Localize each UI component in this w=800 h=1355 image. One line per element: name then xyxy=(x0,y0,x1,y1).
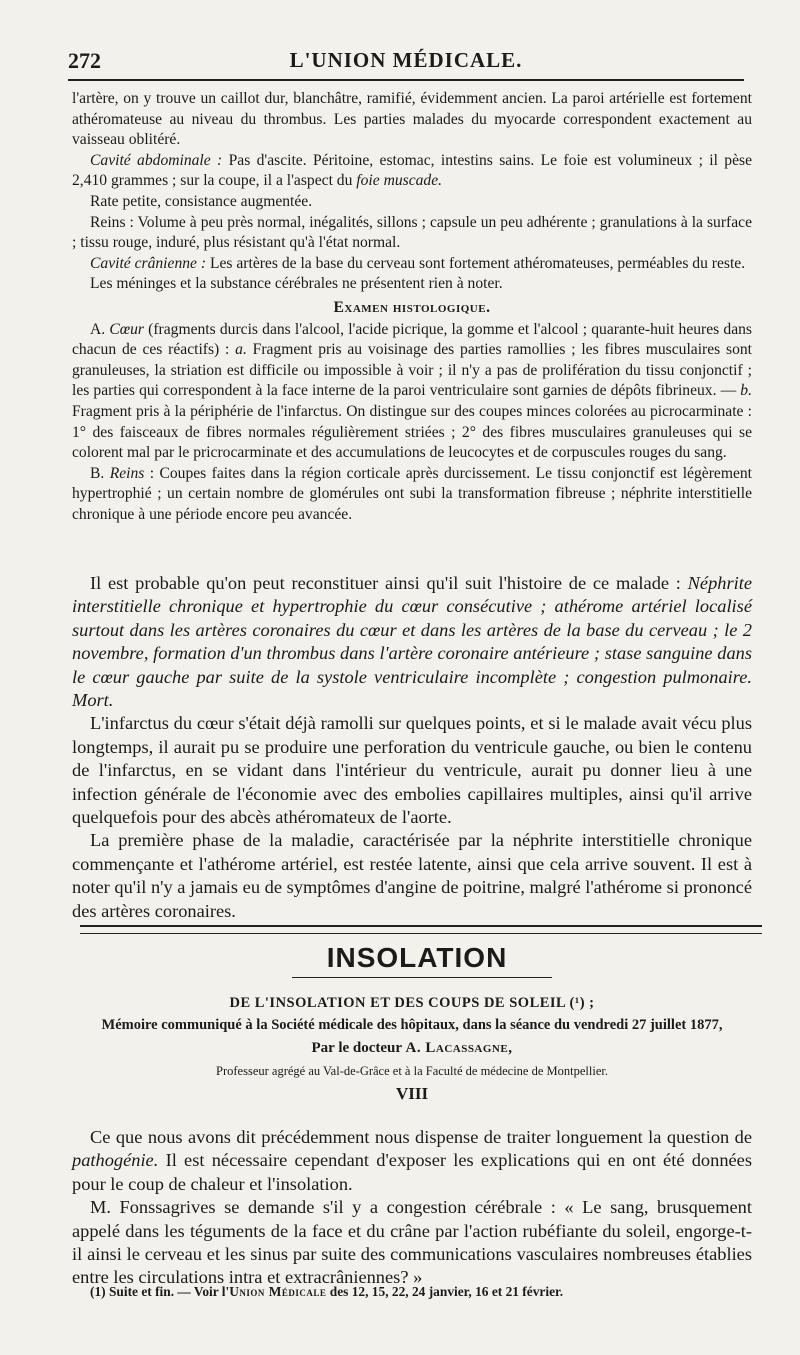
journal-title: L'UNION MÉDICALE. xyxy=(289,48,523,72)
discussion-block xyxy=(72,572,752,923)
paragraph: La première phase de la maladie, caractérisée par la néphrite interstitielle chronique commençante et l'athérome artériel, est restée latente, ainsi que cela arrive souvent. Il est à noter qu'il n'y a jamais eu de symptômes d'angine de poitrine, malgré l'athérome si prononcé des artères coronaires. xyxy=(72,830,752,921)
inline-label: Cavité abdominale : xyxy=(90,151,223,169)
paragraph: M. Fonssagrives se demande s'il y a congestion cérébrale : « Le sang, brusquement appelé dans les téguments de la face et du crâne par l'action rubéfiante du soleil, engorge-t-il ainsi le cerveau et les sinus par suite des communications vasculaires nombreuses établies entre les circulations intra et extracrâniennes? » xyxy=(72,1197,752,1288)
inline-label: Cavité crânienne : xyxy=(90,254,207,272)
section-divider xyxy=(80,925,762,934)
paragraph: Les méninges et la substance cérébrales ne présentent rien à noter. xyxy=(90,275,503,293)
article-subtitle: DE L'INSOLATION ET DES COUPS DE SOLEIL (¹) ; xyxy=(229,995,595,1011)
author-line: Par le docteur A. Lacassagne, xyxy=(311,1040,513,1056)
insolation-body xyxy=(72,1126,752,1290)
paragraph: Rate petite, consistance augmentée. xyxy=(90,192,313,210)
paragraph: Cavité abdominale : Pas d'ascite. Péritoine, estomac, intestins sains. Le foie est volumineux ; il pèse 2,410 grammes ; sur la coupe, il a l'aspect du foie muscade. xyxy=(72,151,753,190)
paragraph: Il est probable qu'on peut reconstituer ainsi qu'il suit l'histoire de ce malade : Néphrite interstitielle chronique et hypertrophie du cœur consécutive ; athérome artériel localisé surtout dans les artères coronaires du cœur et dans les artères de la base du cerveau ; le 2 novembre, formation d'un thrombus dans l'artère coronaire antérieure ; stase sanguine dans le cœur gauche par suite de la systole ventriculaire incomplète ; congestion pulmonaire. Mort. xyxy=(72,573,752,711)
author-name: A. Lacassagne, xyxy=(405,1040,513,1056)
paragraph: B. Reins : Coupes faites dans la région corticale après durcissement. Le tissu conjonctif est légèrement hypertrophié ; un certain nombre de glomérules ont subi la transformation fibreuse ; néphrite interstitielle chronique à une période encore peu avancée. xyxy=(72,464,752,523)
header-rule xyxy=(68,79,744,81)
paragraph: Ce que nous avons dit précédemment nous dispense de traiter longuement la question de pathogénie. Il est nécessaire cependant d'exposer les explications qui en ont été données pour le coup de chaleur et l'insolation. xyxy=(72,1127,752,1194)
paragraph: l'artère, on y trouve un caillot dur, blanchâtre, ramifié, évidemment ancien. La paroi artérielle est fortement athéromateuse au niveau du thrombus. Les parties malades du myocarde correspondent exactement au vaisseau oblitéré. xyxy=(72,90,752,149)
paragraph: L'infarctus du cœur s'était déjà ramolli sur quelques points, et si le malade avait vécu plus longtemps, il aurait pu se produire une perforation du ventricule gauche, ou bien le contenu de l'infarctus, en se vidant dans l'intérieur du ventricule, aurait pu donner lieu à une infection générale de l'économie avec des embolies capillaires multiples, ainsi qu'il arrive quelquefois pour des abcès athéromateux de l'aorte. xyxy=(72,713,752,828)
paragraph: A. Cœur (fragments durcis dans l'alcool, l'acide picrique, la gomme et l'alcool ; quarante-huit heures dans chacun de ces réactifs) : a. Fragment pris au voisinage des parties ramollies ; les fibres musculaires sont granuleuses, la striation est difficile ou impossible à voir ; il n'y a pas de prolifération du tissu conjonctif ; les parties qui correspondent à la face interne de la paroi ventriculaire sont garnies de dépôts fibrineux. — b. Fragment pris à la périphérie de l'infarctus. On distingue sur des coupes minces colorées au picrocarminate : 1° des faisceaux de fibres normales régulièrement striées ; 2° des fibres musculaires granuleuses qui se colorent mal par le pricrocarminate et des accumulations de leucocytes et de corpuscules rouges du sang. xyxy=(72,320,753,462)
autopsy-block xyxy=(72,89,752,525)
footnote: (1) Suite et fin. — Voir l'Union Médicale des 12, 15, 22, 24 janvier, 16 et 21 février. xyxy=(90,1284,564,1299)
paragraph: Reins : Volume à peu près normal, inégalités, sillons ; capsule un peu adhérente ; granulations à la surface ; tissu rouge, induré, plus résistant qu'à l'état normal. xyxy=(72,213,752,252)
article-title: INSOLATION xyxy=(326,942,508,973)
section-heading: Examen histologique. xyxy=(333,298,491,316)
paragraph: Cavité crânienne : Les artères de la base du cerveau sont fortement athéromateuses, perméables du reste. xyxy=(90,254,746,272)
article-front-matter xyxy=(72,992,752,1106)
running-header xyxy=(68,46,744,78)
page-number: 272 xyxy=(68,48,101,73)
section-number: VIII xyxy=(395,1084,429,1103)
footnote-journal: Union Médicale xyxy=(229,1284,327,1299)
title-underline xyxy=(292,977,552,978)
affiliation-line: Professeur agrégé au Val-de-Grâce et à la Faculté de médecine de Montpellier. xyxy=(216,1064,608,1078)
memoire-line: Mémoire communiqué à la Société médicale des hôpitaux, dans la séance du vendredi 27 juillet 1877, xyxy=(101,1017,723,1033)
